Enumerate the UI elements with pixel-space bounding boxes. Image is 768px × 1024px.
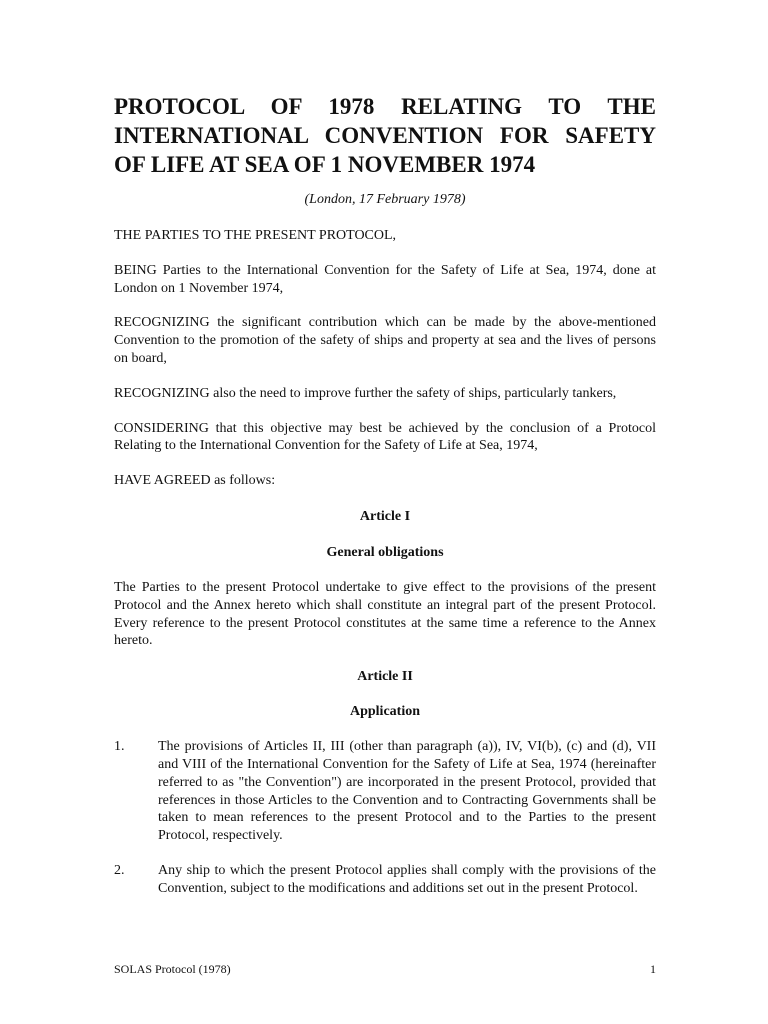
preamble-parties: THE PARTIES TO THE PRESENT PROTOCOL,	[114, 228, 397, 243]
article-1-heading: General obligations	[326, 544, 444, 560]
preamble-considering: CONSIDERING that this objective may best be achieved by the conclusion of a Protocol Relating to the International Convention for the Safety of Life at Sea, 1974,	[114, 420, 656, 454]
preamble-recognizing-2: RECOGNIZING also the need to improve further the safety of ships, particularly tankers,	[114, 385, 617, 401]
article-1-text: The Parties to the present Protocol undertake to give effect to the provisions of the present Protocol and the Annex hereto which shall constitute an integral part of the present Protocol. Every reference to the present Protocol constitutes at the same time a reference to the Annex hereto.	[114, 579, 656, 649]
preamble-recognizing-1: RECOGNIZING the significant contribution which can be made by the above-mentioned Convention to the promotion of the safety of ships and property at sea and the lives of persons on board,	[114, 315, 656, 366]
footer-document-name: SOLAS Protocol (1978)	[114, 962, 231, 976]
article-2-heading: Application	[349, 704, 420, 720]
item-text: Any ship to which the present Protocol applies shall comply with the provisions of the Convention, subject to the modifications and additions set out in the present Protocol.	[158, 862, 656, 896]
document-page	[114, 92, 656, 898]
item-number: 2.	[114, 862, 125, 878]
page-footer	[114, 962, 656, 976]
item-text: The provisions of Articles II, III (other than paragraph (a)), IV, VI(b), (c) and (d), VII and VIII of the International Convention for the Safety of Life at Sea, 1974 (hereinafter referred to as "the Convention") are incorporated in the present Protocol, provided that references in those Articles to the Convention and to Contracting Governments shall be taken to mean references to the present Protocol and to the Parties to the present Protocol, respectively.	[158, 739, 656, 844]
article-2-label: Article II	[357, 669, 413, 685]
preamble-being: BEING Parties to the International Convention for the Safety of Life at Sea, 1974, done at London on 1 November 1974,	[114, 262, 656, 296]
article-2-item-1	[114, 738, 656, 845]
footer-page-number: 1	[650, 962, 656, 976]
document-title: PROTOCOL OF 1978 RELATING TO THE INTERNATIONAL CONVENTION FOR SAFETY OF LIFE AT SEA OF 1 NOVEMBER 1974	[114, 94, 656, 177]
article-1-label: Article I	[359, 508, 411, 524]
item-number: 1.	[114, 739, 125, 755]
article-2-item-2	[114, 862, 656, 898]
document-subtitle: (London, 17 February 1978)	[304, 192, 466, 207]
preamble-agreed: HAVE AGREED as follows:	[114, 473, 276, 489]
